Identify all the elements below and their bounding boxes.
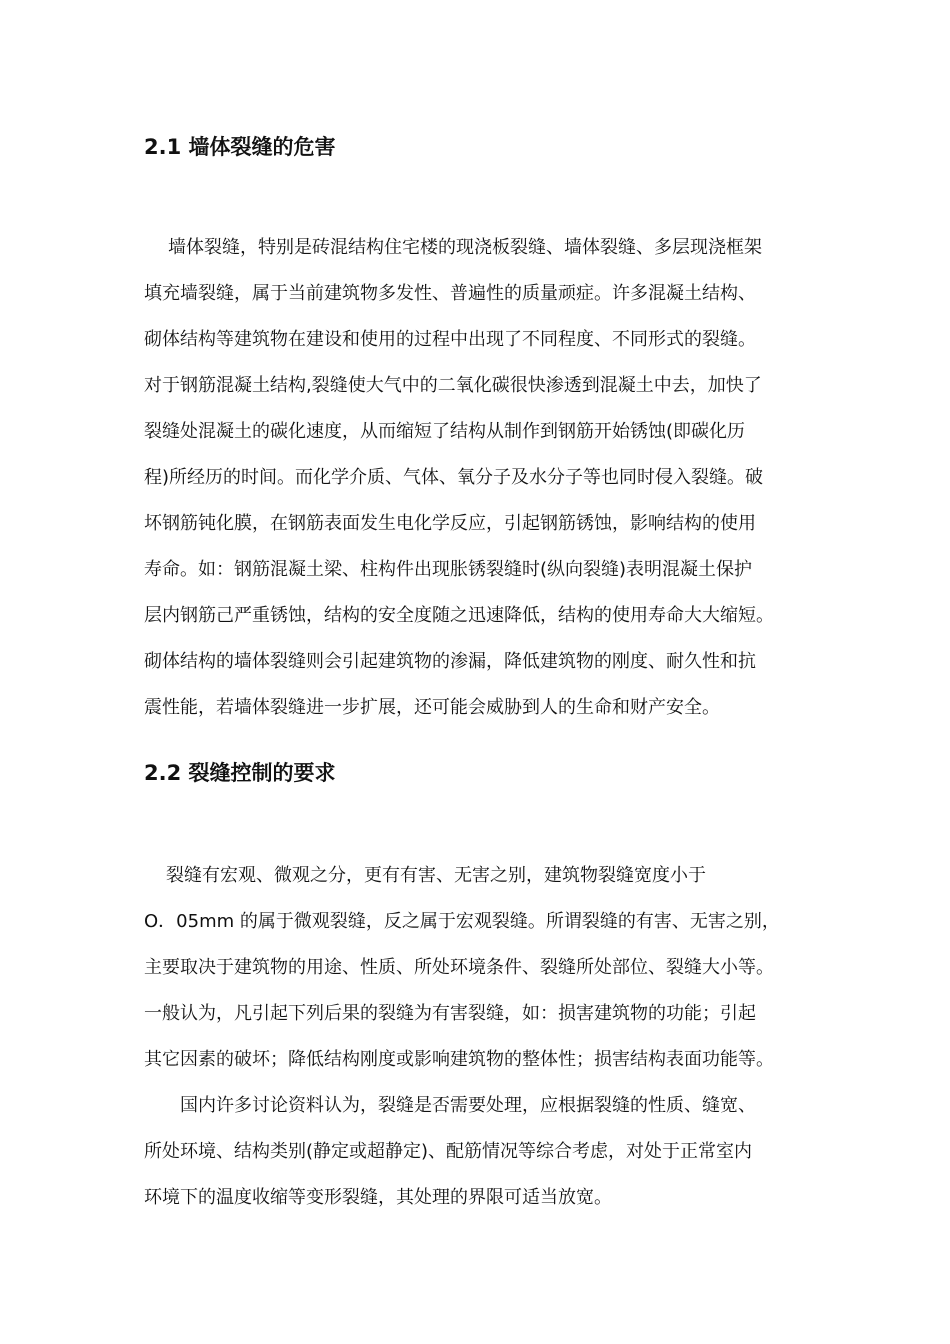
paragraph-line: 填充墙裂缝，属于当前建筑物多发性、普遍性的质量顽症。许多混凝土结构、 xyxy=(144,283,756,304)
paragraph-line: 坏钢筋钝化膜，在钢筋表面发生电化学反应，引起钢筋锈蚀，影响结构的使用 xyxy=(144,513,756,534)
paragraph-line: 其它因素的破坏；降低结构刚度或影响建筑物的整体性；损害结构表面功能等。 xyxy=(144,1049,774,1070)
paragraph-line: 环境下的温度收缩等变形裂缝，其处理的界限可适当放宽。 xyxy=(144,1187,612,1208)
paragraph-line: 一般认为，凡引起下列后果的裂缝为有害裂缝，如：损害建筑物的功能；引起 xyxy=(144,1003,756,1024)
paragraph-line: 所处环境、结构类别(静定或超静定)、配筋情况等综合考虑，对处于正常室内 xyxy=(144,1141,753,1162)
paragraph-line: 主要取决于建筑物的用途、性质、所处环境条件、裂缝所处部位、裂缝大小等。 xyxy=(144,957,774,978)
paragraph-line: 寿命。如：钢筋混凝土梁、柱构件出现胀锈裂缝时(纵向裂缝)表明混凝土保护 xyxy=(144,559,753,580)
paragraph-line: 砌体结构等建筑物在建设和使用的过程中出现了不同程度、不同形式的裂缝。 xyxy=(144,329,756,350)
section-heading-2-2: 2.2 裂缝控制的要求 xyxy=(144,761,336,785)
paragraph-line: O．05mm 的属于微观裂缝，反之属于宏观裂缝。所谓裂缝的有害、无害之别， xyxy=(144,911,780,932)
paragraph-line: 裂缝有宏观、微观之分，更有有害、无害之别，建筑物裂缝宽度小于 xyxy=(166,865,706,886)
paragraph-line: 程)所经历的时间。而化学介质、气体、氧分子及水分子等也同时侵入裂缝。破 xyxy=(144,467,764,488)
section-heading-2-1: 2.1 墙体裂缝的危害 xyxy=(144,135,336,159)
paragraph-line: 砌体结构的墙体裂缝则会引起建筑物的渗漏，降低建筑物的刚度、耐久性和抗 xyxy=(144,651,756,672)
paragraph-line: 层内钢筋己严重锈蚀，结构的安全度随之迅速降低，结构的使用寿命大大缩短。 xyxy=(144,605,774,626)
paragraph-line: 国内许多讨论资料认为，裂缝是否需要处理，应根据裂缝的性质、缝宽、 xyxy=(180,1095,756,1116)
paragraph-line: 墙体裂缝，特别是砖混结构住宅楼的现浇板裂缝、墙体裂缝、多层现浇框架 xyxy=(168,237,762,258)
paragraph-line: 震性能，若墙体裂缝进一步扩展，还可能会威胁到人的生命和财产安全。 xyxy=(144,697,720,718)
paragraph-line: 裂缝处混凝土的碳化速度，从而缩短了结构从制作到钢筋开始锈蚀(即碳化历 xyxy=(144,421,746,442)
paragraph-line: 对于钢筋混凝土结构,裂缝使大气中的二氧化碳很快渗透到混凝土中去，加快了 xyxy=(144,375,762,396)
